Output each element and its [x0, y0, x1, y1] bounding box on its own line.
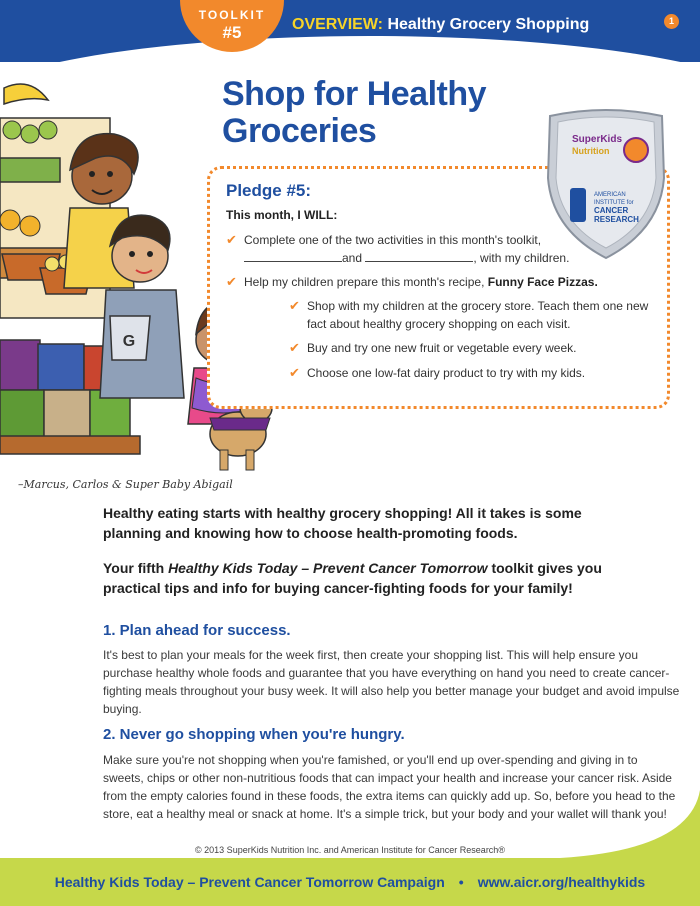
- illustration-caption: –Marcus, Carlos & Super Baby Abigail: [18, 478, 233, 491]
- intro-paragraph-1: Healthy eating starts with healthy grocery shopping! All it takes is some planning and knowing how to choose health-promoting foods.: [103, 505, 582, 541]
- pledge-item-5-text: Choose one low-fat dairy product to try with my kids.: [307, 366, 586, 380]
- pledge-item-1: [226, 231, 574, 267]
- intro-p2-post: toolkit gives you practical tips and info for buying cancer-fighting foods for your family!: [103, 560, 602, 596]
- footer-separator: •: [458, 874, 464, 890]
- page-number: 1: [664, 14, 679, 29]
- intro-p2-pre: Your fifth: [103, 560, 169, 576]
- superkid-icon: [624, 138, 648, 162]
- pledge-title: Pledge #5:: [226, 181, 312, 200]
- checkmark-icon: ✔: [289, 298, 300, 313]
- copyright-notice: © 2013 SuperKids Nutrition Inc. and American Institute for Cancer Research®: [195, 845, 505, 855]
- bag-letter: G: [122, 333, 136, 350]
- pledge-item-2-text: Help my children prepare this month's recipe,: [244, 275, 485, 289]
- pledge-item-1-end: , with my children.: [473, 251, 570, 265]
- pledge-item-2-recipe: Funny Face Pizzas.: [487, 275, 598, 289]
- toolkit-label: TOOLKIT: [198, 8, 266, 22]
- badge-org-line-1: AMERICAN: [594, 192, 626, 198]
- pledge-item-4: [289, 339, 667, 357]
- checkmark-icon: ✔: [226, 274, 237, 289]
- header-title: [292, 16, 589, 34]
- pledge-subtitle: This month, I WILL:: [226, 208, 338, 222]
- activity-blank-2[interactable]: [365, 250, 473, 262]
- footer-campaign: Healthy Kids Today – Prevent Cancer Tomorrow Campaign: [54, 874, 445, 890]
- section-2-body: Make sure you're not shopping when you're famished, or you'll end up over-spending and giving in to sweets, chips or other non-nutritious foods that can impact your health and increase your cancer risk. Aside from the empty calories found in these foods, the extra items can quickly add up. So, before you head to the store, eat a healthy meal or snack at home. It's a simple trick, but your body and your wallet will thank you!: [103, 753, 676, 821]
- footer-url-link[interactable]: www.aicr.org/healthykids: [477, 874, 646, 890]
- page-title: [222, 76, 552, 150]
- pledge-item-2: [226, 273, 664, 291]
- page-title-line-1: Shop for Healthy: [222, 75, 487, 113]
- badge-org-line-4: RESEARCH: [594, 215, 639, 224]
- pledge-item-3-line-1: Shop with my children at the grocery store. Teach them one new: [307, 299, 649, 313]
- header-title-text: Healthy Grocery Shopping: [387, 16, 590, 33]
- superkids-aicr-badge: [540, 108, 672, 262]
- section-2-heading: 2. Never go shopping when you're hungry.: [103, 726, 405, 743]
- page-title-line-2: Groceries: [222, 112, 377, 150]
- badge-org-line-2: INSTITUTE for: [594, 200, 634, 206]
- badge-brand-nutrition: Nutrition: [572, 146, 610, 156]
- activity-blank-1[interactable]: [244, 250, 342, 262]
- checkmark-icon: ✔: [289, 365, 300, 380]
- pledge-item-1-line-1: Complete one of the two activities in this month's toolkit,: [244, 233, 542, 247]
- pledge-item-5: [289, 364, 667, 382]
- toolkit-number: #5: [222, 23, 242, 42]
- section-1-heading: 1. Plan ahead for success.: [103, 622, 291, 639]
- pledge-item-3-line-2: fact about healthy grocery shopping on each visit.: [307, 317, 571, 331]
- badge-brand-super: SuperKids: [572, 134, 623, 145]
- header-title-label: OVERVIEW:: [292, 16, 383, 33]
- pledge-item-1-and: and: [342, 251, 363, 265]
- badge-org-line-3: CANCER: [594, 206, 629, 215]
- intro-paragraph-2: [103, 558, 633, 598]
- aicr-logo-icon: [570, 188, 586, 222]
- pledge-item-3: [289, 297, 667, 333]
- footer-campaign-bar: [0, 874, 700, 890]
- campaign-name: Healthy Kids Today – Prevent Cancer Tomorrow: [168, 560, 488, 576]
- checkmark-icon: ✔: [226, 232, 237, 247]
- checkmark-icon: ✔: [289, 340, 300, 355]
- section-1-body: It's best to plan your meals for the week first, then create your shopping list. This will help ensure you purchase healthy whole foods and guarantee that you have everything on hand you need to create cancer-fighting meals throughout your busy week. It will also help you better manage your budget and avoid impulse buying.: [103, 648, 680, 716]
- pledge-item-4-text: Buy and try one new fruit or vegetable every week.: [307, 341, 577, 355]
- header-curve: [0, 36, 700, 62]
